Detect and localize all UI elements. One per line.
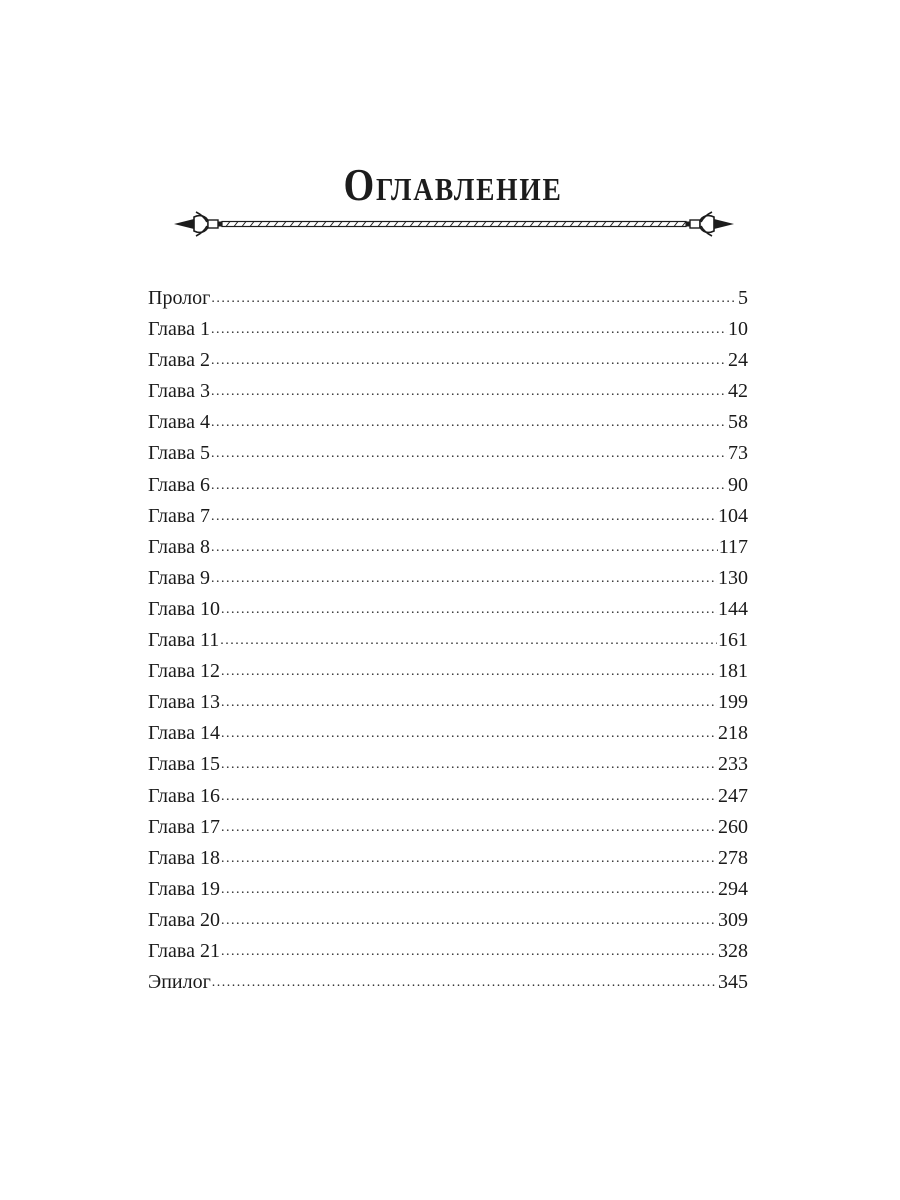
dot-leader [211, 541, 718, 555]
dot-leader [221, 790, 717, 804]
dot-leader [221, 665, 717, 679]
dot-leader [221, 914, 717, 928]
toc-entry-page-number: 309 [718, 908, 748, 931]
toc-entry-page-number: 247 [718, 784, 748, 807]
toc-entry [148, 749, 748, 780]
toc-entry [148, 905, 748, 936]
toc-entry [148, 625, 748, 656]
toc-entry [148, 501, 748, 532]
toc-entry [148, 781, 748, 812]
dot-leader [212, 976, 717, 990]
toc-entry-page-number: 130 [718, 566, 748, 589]
toc-entry-label: Глава 10 [148, 597, 220, 620]
toc-entry [148, 438, 748, 469]
table-of-contents [148, 283, 748, 998]
toc-entry-label: Эпилог [148, 971, 211, 994]
toc-entry-label: Глава 13 [148, 691, 220, 714]
dot-leader [211, 354, 727, 368]
dot-leader [221, 883, 717, 897]
toc-entry-label: Глава 4 [148, 411, 210, 434]
page-title: Оглавление [343, 159, 563, 210]
toc-entry-label: Глава 5 [148, 442, 210, 465]
toc-entry-page-number: 328 [718, 939, 748, 962]
toc-entry [148, 656, 748, 687]
toc-entry [148, 812, 748, 843]
toc-entry-label: Глава 21 [148, 939, 220, 962]
toc-entry [148, 283, 748, 314]
toc-entry-page-number: 161 [718, 629, 748, 652]
dot-leader [211, 416, 727, 430]
toc-entry [148, 874, 748, 905]
toc-entry-page-number: 345 [718, 971, 748, 994]
toc-entry-page-number: 218 [718, 722, 748, 745]
toc-entry-page-number: 181 [718, 660, 748, 683]
toc-entry [148, 563, 748, 594]
toc-entry-label: Глава 3 [148, 380, 210, 403]
dot-leader [211, 447, 727, 461]
toc-entry-page-number: 117 [718, 535, 748, 558]
dot-leader [211, 510, 717, 524]
dot-leader [221, 603, 717, 617]
toc-entry-label: Глава 12 [148, 660, 220, 683]
dot-leader [211, 572, 717, 586]
toc-entry-page-number: 58 [728, 411, 748, 434]
toc-entry-label: Глава 11 [148, 629, 220, 652]
toc-entry [148, 936, 748, 967]
toc-entry-label: Глава 17 [148, 815, 220, 838]
toc-entry-label: Глава 20 [148, 908, 220, 931]
toc-entry-page-number: 90 [728, 473, 748, 496]
dot-leader [221, 852, 717, 866]
toc-entry [148, 532, 748, 563]
dot-leader [211, 323, 727, 337]
dot-leader [221, 696, 717, 710]
toc-entry [148, 718, 748, 749]
toc-entry-label: Глава 2 [148, 349, 210, 372]
dot-leader [221, 945, 717, 959]
dot-leader [211, 292, 737, 306]
toc-entry-page-number: 233 [718, 753, 748, 776]
dot-leader [221, 727, 717, 741]
toc-entry [148, 376, 748, 407]
toc-entry-label: Глава 9 [148, 566, 210, 589]
dot-leader [221, 758, 717, 772]
toc-entry-label: Глава 7 [148, 504, 210, 527]
toc-entry-label: Глава 14 [148, 722, 220, 745]
toc-entry [148, 345, 748, 376]
toc-entry-label: Глава 19 [148, 877, 220, 900]
toc-entry-page-number: 104 [718, 504, 748, 527]
toc-entry-page-number: 73 [728, 442, 748, 465]
toc-entry-page-number: 278 [718, 846, 748, 869]
dot-leader [211, 479, 727, 493]
dot-leader [220, 634, 717, 648]
toc-entry-label: Глава 18 [148, 846, 220, 869]
toc-entry [148, 843, 748, 874]
dot-leader [221, 821, 717, 835]
spear-divider-icon [172, 208, 736, 240]
toc-entry [148, 314, 748, 345]
toc-entry-page-number: 5 [738, 287, 748, 309]
toc-entry-label: Глава 1 [148, 318, 210, 341]
toc-entry [148, 687, 748, 718]
toc-entry-label: Глава 16 [148, 784, 220, 807]
toc-entry [148, 967, 748, 998]
toc-entry-page-number: 10 [728, 318, 748, 341]
toc-entry-label: Глава 15 [148, 753, 220, 776]
toc-entry-page-number: 294 [718, 877, 748, 900]
toc-entry-page-number: 199 [718, 691, 748, 714]
toc-entry-page-number: 260 [718, 815, 748, 838]
toc-entry-label: Глава 8 [148, 535, 210, 558]
dot-leader [211, 385, 727, 399]
toc-entry-page-number: 144 [718, 597, 748, 620]
toc-entry [148, 470, 748, 501]
toc-entry-label: Пролог [148, 287, 211, 309]
toc-entry [148, 594, 748, 625]
toc-entry [148, 407, 748, 438]
toc-entry-label: Глава 6 [148, 473, 210, 496]
toc-entry-page-number: 42 [728, 380, 748, 403]
toc-entry-page-number: 24 [728, 349, 748, 372]
